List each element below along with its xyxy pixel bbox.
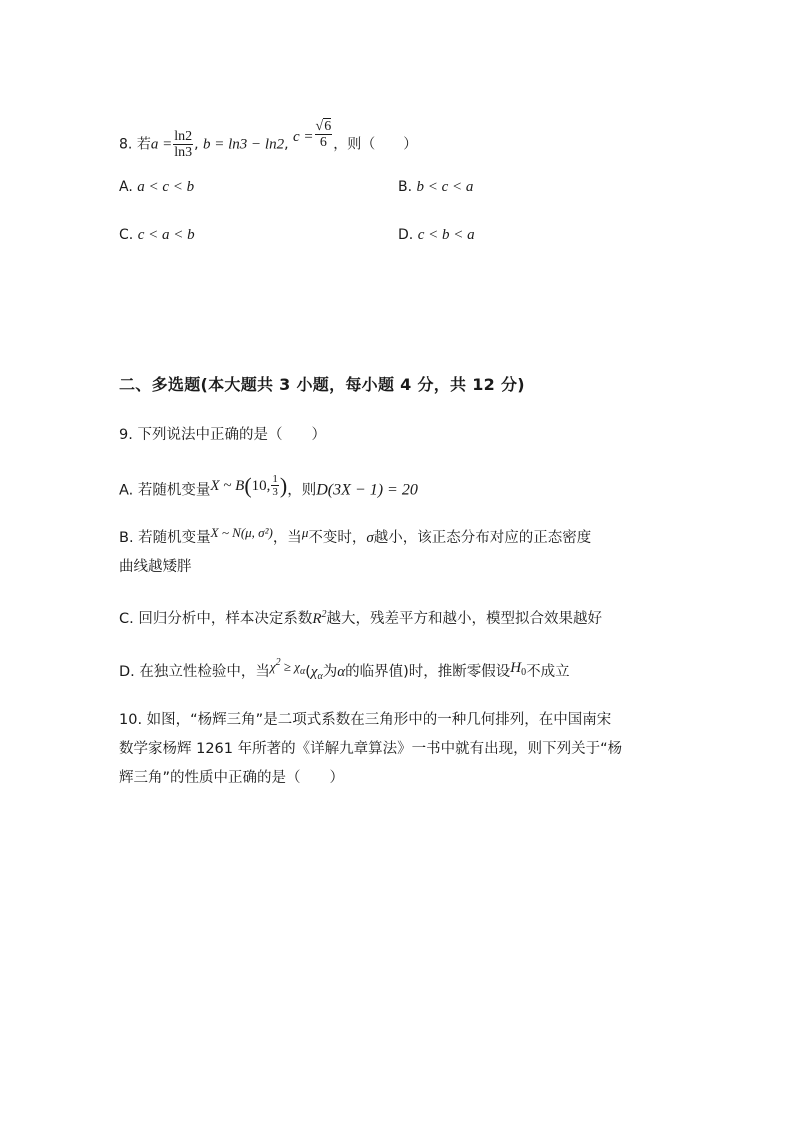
alpha-symbol: α — [337, 664, 346, 680]
parameter-n: 10, — [251, 477, 271, 494]
separator: , — [194, 136, 199, 153]
option-text: ，则 — [287, 482, 317, 499]
option-expression: c < a < b — [137, 227, 195, 243]
left-paren: ( — [244, 472, 252, 498]
option-expression: a < c < b — [137, 179, 195, 195]
option-text: 为 — [322, 664, 338, 680]
distribution: X ~ N(μ, σ²) — [210, 525, 273, 540]
parameter-p — [271, 473, 279, 498]
stem-line: 10. 如图，“杨辉三角”是二项式系数在三角形中的一种几何排列，在中国南宋 — [119, 712, 612, 728]
question-number: 8. — [119, 136, 133, 153]
chi-subscript: α — [299, 666, 306, 677]
c-root: 6 — [324, 119, 332, 134]
q9-option-c[interactable] — [119, 605, 602, 629]
option-d[interactable] — [398, 225, 475, 245]
right-paren: ) — [279, 472, 288, 498]
r-symbol: R — [312, 611, 322, 627]
b-expression: b = ln3 − ln2 — [202, 136, 285, 153]
q9-option-b[interactable] — [119, 523, 679, 582]
variance-result: D(3X − 1) = 20 — [316, 481, 418, 499]
chi-subscript: α — [317, 671, 323, 682]
option-text: ，当 — [272, 530, 302, 546]
option-text: 若随机变量 — [138, 530, 211, 546]
paren-open: ( — [305, 664, 311, 680]
question-10-stem — [119, 706, 719, 793]
q9-option-a[interactable] — [119, 472, 418, 503]
stem-line: 数学家杨辉 1261 年所著的《详解九章算法》一书中就有出现，则下列关于“杨 — [119, 741, 623, 757]
h-symbol: H — [510, 660, 522, 676]
a-numerator: ln2 — [174, 129, 193, 144]
p-numerator: 1 — [272, 473, 278, 485]
stem-tail: ，则（ ） — [333, 136, 418, 153]
p-denominator: 3 — [272, 486, 278, 498]
option-b[interactable] — [398, 177, 473, 197]
option-label: A. — [119, 179, 133, 195]
stem-line: 辉三角”的性质中正确的是（ ） — [119, 770, 345, 786]
question-9-stem: 9. 下列说法中正确的是（ ） — [119, 427, 326, 443]
h-subscript: 0 — [521, 667, 527, 678]
option-label: A. — [119, 482, 134, 499]
option-label: D. — [119, 664, 135, 680]
section-heading: 二、多选题(本大题共 3 小题，每小题 4 分，共 12 分) — [119, 375, 525, 394]
chi-comparison: ≥ χ — [280, 659, 300, 674]
option-text: 不成立 — [526, 664, 570, 680]
option-text: 回归分析中，样本决定系数 — [138, 611, 313, 627]
critical-value — [311, 664, 323, 680]
test-condition — [269, 657, 306, 677]
option-text: 越小，该正态分布对应的正态密度 — [373, 530, 592, 546]
option-text: 不变时， — [308, 530, 367, 546]
r-squared — [312, 611, 326, 627]
option-text: 越大，残差平方和越小，模型拟合效果越好 — [326, 611, 603, 627]
r-exponent: 2 — [321, 609, 327, 620]
sigma-symbol: σ — [366, 530, 374, 546]
a-fraction — [173, 129, 193, 160]
question-8-stem — [119, 119, 418, 160]
q9-option-d[interactable] — [119, 658, 570, 687]
separator: , — [284, 136, 289, 153]
option-text: 若随机变量 — [137, 482, 211, 499]
option-label: B. — [398, 179, 413, 195]
chi-exponent: 2 — [275, 657, 281, 668]
distribution: X ~ B — [210, 477, 245, 494]
chi-symbol: χ — [310, 664, 318, 680]
option-expression: c < b < a — [417, 227, 475, 243]
option-label: D. — [398, 227, 414, 243]
option-label: C. — [119, 227, 134, 243]
option-label: B. — [119, 530, 134, 546]
c-denominator: 6 — [319, 135, 327, 150]
chi-symbol: χ — [269, 659, 276, 674]
mu-symbol: μ — [301, 525, 309, 540]
null-hypothesis — [510, 660, 526, 676]
a-denominator: ln3 — [174, 145, 193, 160]
option-text-line2: 曲线越矮胖 — [119, 559, 192, 575]
option-a[interactable] — [119, 177, 194, 197]
c-numerator: √6 — [315, 119, 332, 134]
c-lhs: c = — [292, 128, 314, 145]
stem-lead: 若 — [136, 136, 151, 153]
a-lhs: a = — [150, 136, 173, 153]
option-c[interactable] — [119, 225, 195, 245]
option-expression: b < c < a — [416, 179, 474, 195]
c-fraction — [315, 119, 333, 150]
option-text: 在独立性检验中，当 — [139, 664, 270, 680]
option-text: 的临界值)时，推断零假设 — [345, 664, 511, 680]
option-label: C. — [119, 611, 134, 627]
